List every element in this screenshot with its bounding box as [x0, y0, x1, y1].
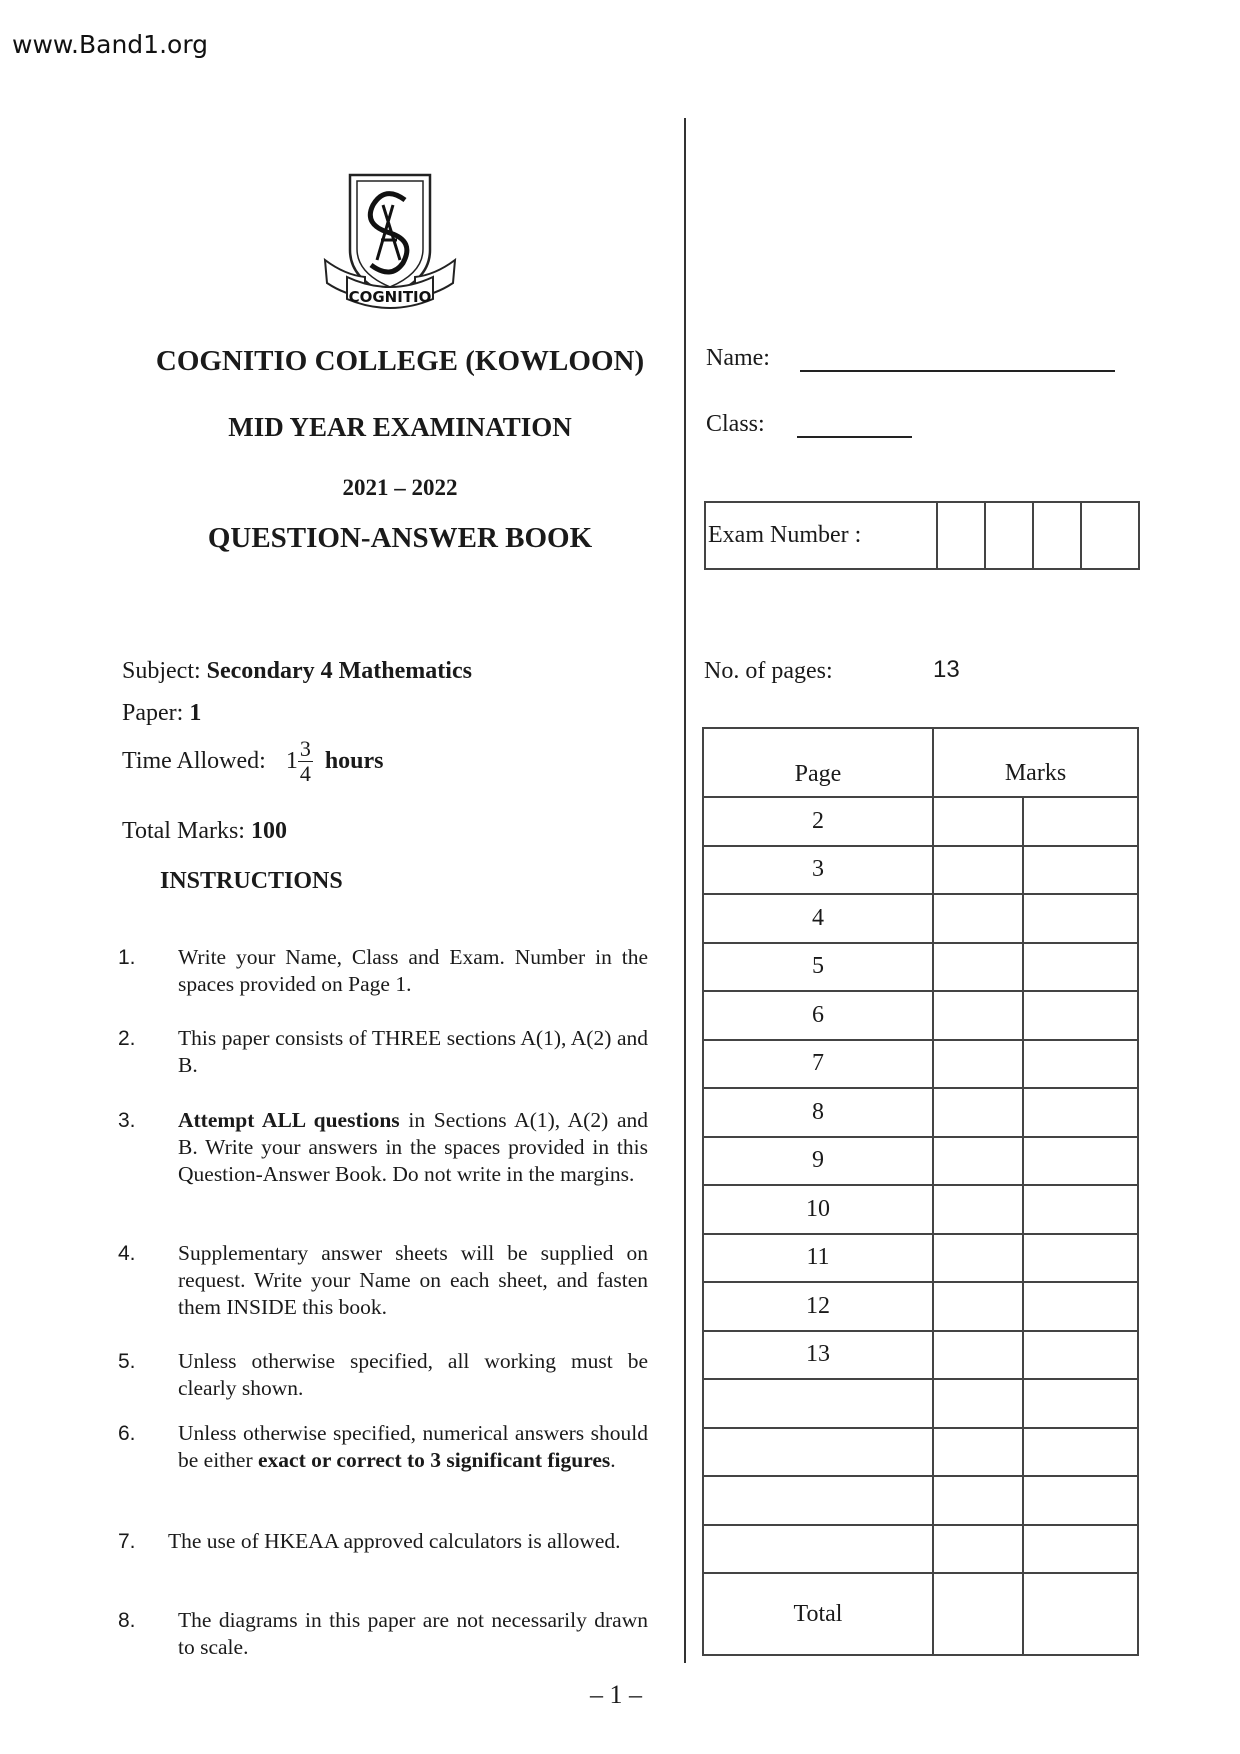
marks-cell[interactable]: [1023, 1040, 1138, 1089]
marks-cell[interactable]: [933, 1379, 1023, 1428]
instruction-text: Supplementary answer sheets will be supplied on request. Write your Name on each sheet, and fasten them INSIDE this book.: [178, 1241, 648, 1319]
time-whole: 1: [285, 748, 298, 774]
time-line: [122, 737, 384, 786]
marks-row: [703, 894, 1138, 943]
marks-cell[interactable]: [1023, 894, 1138, 943]
marks-row: [703, 1040, 1138, 1089]
marks-row: [703, 846, 1138, 895]
marks-page-cell: [703, 1379, 933, 1428]
instruction-text-after: .: [610, 1448, 616, 1472]
marks-cell[interactable]: [1023, 846, 1138, 895]
marks-total-cell[interactable]: [1023, 1573, 1138, 1655]
marks-row: [703, 1331, 1138, 1380]
marks-cell[interactable]: [1023, 1476, 1138, 1525]
marks-cell[interactable]: [1023, 1525, 1138, 1574]
instruction-number: 2.: [118, 1027, 136, 1050]
marks-cell[interactable]: [933, 991, 1023, 1040]
marks-row: [703, 1185, 1138, 1234]
name-field[interactable]: [800, 370, 1115, 372]
marks-header-marks: Marks: [933, 728, 1138, 797]
school-year: 2021 – 2022: [342, 475, 458, 500]
subject-value: Secondary 4 Mathematics: [206, 658, 472, 684]
marks-cell[interactable]: [1023, 1428, 1138, 1477]
time-denominator: 4: [299, 761, 311, 786]
marks-page-cell: 3: [703, 846, 933, 895]
marks-cell[interactable]: [933, 1040, 1023, 1089]
total-marks-value: 100: [250, 818, 287, 844]
marks-cell[interactable]: [933, 1476, 1023, 1525]
instruction-number: 8.: [118, 1609, 136, 1632]
name-label: Name:: [706, 345, 770, 371]
time-fraction: [298, 737, 313, 786]
paper-line: [122, 700, 201, 727]
marks-page-cell: 11: [703, 1234, 933, 1283]
marks-row: [703, 797, 1138, 846]
marks-cell[interactable]: [1023, 1379, 1138, 1428]
instruction-bold-text: exact or correct to 3 significant figures: [258, 1448, 611, 1472]
instruction-item: [118, 1607, 648, 1661]
instruction-text: Write your Name, Class and Exam. Number in the spaces provided on Page 1.: [178, 945, 648, 996]
marks-row: [703, 1525, 1138, 1574]
marks-cell[interactable]: [933, 846, 1023, 895]
exam-number-digit-box[interactable]: [1081, 502, 1139, 569]
paper-label: Paper:: [122, 700, 184, 726]
marks-page-cell: 5: [703, 943, 933, 992]
marks-page-cell: 8: [703, 1088, 933, 1137]
marks-row: [703, 1088, 1138, 1137]
exam-number-label: Exam Number :: [705, 502, 937, 569]
marks-row: [703, 991, 1138, 1040]
subject-label: Subject:: [122, 658, 201, 684]
marks-row: [703, 1428, 1138, 1477]
book-title: QUESTION-ANSWER BOOK: [207, 522, 593, 554]
instruction-text: in Sections A(1), A(2) and B. Write your answers in the spaces provided in this Question-Answer Book. Do not write in the margins.: [178, 1108, 648, 1186]
marks-cell[interactable]: [933, 1282, 1023, 1331]
exam-title: MID YEAR EXAMINATION: [228, 412, 572, 442]
marks-cell[interactable]: [1023, 1088, 1138, 1137]
class-field[interactable]: [797, 436, 912, 438]
instruction-number: 5.: [118, 1350, 136, 1373]
exam-number-digit-box[interactable]: [985, 502, 1033, 569]
total-marks-label: Total Marks:: [122, 818, 245, 844]
instruction-text: The diagrams in this paper are not necessarily drawn to scale.: [178, 1608, 648, 1659]
marks-cell[interactable]: [933, 1137, 1023, 1186]
time-unit: hours: [324, 748, 384, 774]
instruction-item: [118, 1107, 648, 1188]
marks-page-cell: 13: [703, 1331, 933, 1380]
page-number: – 1 –: [590, 1680, 642, 1709]
marks-page-cell: 12: [703, 1282, 933, 1331]
marks-row: [703, 1137, 1138, 1186]
watermark-url: www.Band1.org: [12, 30, 209, 59]
marks-page-cell: [703, 1525, 933, 1574]
marks-page-cell: 9: [703, 1137, 933, 1186]
marks-cell[interactable]: [933, 1331, 1023, 1380]
exam-number-box: [704, 501, 1140, 570]
instruction-number: 1.: [118, 946, 136, 969]
subject-line: [122, 658, 472, 685]
instruction-item: [118, 1528, 648, 1555]
time-label: Time Allowed:: [122, 748, 266, 774]
logo-banner-text: COGNITIO: [348, 288, 432, 306]
marks-cell[interactable]: [1023, 797, 1138, 846]
marks-header-page: Page: [703, 728, 933, 797]
marks-page-cell: 4: [703, 894, 933, 943]
page-divider: [684, 118, 686, 1663]
instruction-number: 3.: [118, 1109, 136, 1132]
marks-cell[interactable]: [933, 1088, 1023, 1137]
marks-cell[interactable]: [933, 894, 1023, 943]
instruction-number: 7.: [118, 1530, 136, 1553]
marks-row: [703, 1234, 1138, 1283]
instruction-item: [118, 1348, 648, 1402]
marks-cell[interactable]: [1023, 1234, 1138, 1283]
marks-cell[interactable]: [933, 1185, 1023, 1234]
exam-number-digit-box[interactable]: [937, 502, 985, 569]
marks-page-cell: 7: [703, 1040, 933, 1089]
marks-total-label: Total: [703, 1573, 933, 1655]
instruction-item: [118, 1025, 648, 1079]
marks-total-cell[interactable]: [933, 1573, 1023, 1655]
marks-cell[interactable]: [933, 1428, 1023, 1477]
time-numerator: 3: [299, 736, 311, 761]
marks-row: [703, 1282, 1138, 1331]
instruction-number: 6.: [118, 1422, 136, 1445]
total-marks-line: [122, 818, 287, 845]
instruction-item: [118, 1240, 648, 1321]
marks-row: [703, 943, 1138, 992]
instruction-item: [118, 944, 648, 998]
marks-cell[interactable]: [1023, 943, 1138, 992]
pages-value: 13: [933, 656, 960, 683]
instruction-text: Unless otherwise specified, all working must be clearly shown.: [178, 1349, 648, 1400]
paper-value: 1: [189, 700, 202, 726]
marks-page-cell: 10: [703, 1185, 933, 1234]
school-crest-logo: [305, 165, 475, 315]
instruction-number: 4.: [118, 1242, 136, 1265]
marks-page-cell: 2: [703, 797, 933, 846]
instructions-title: INSTRUCTIONS: [160, 868, 343, 894]
marks-cell[interactable]: [1023, 1137, 1138, 1186]
instruction-text: This paper consists of THREE sections A(1), A(2) and B.: [178, 1026, 648, 1077]
marks-row: [703, 1379, 1138, 1428]
marks-cell[interactable]: [933, 1525, 1023, 1574]
marks-cell[interactable]: [933, 797, 1023, 846]
marks-cell[interactable]: [1023, 991, 1138, 1040]
pages-label: No. of pages:: [704, 658, 833, 684]
instruction-bold-text: Attempt ALL questions: [178, 1108, 400, 1132]
exam-number-digit-box[interactable]: [1033, 502, 1081, 569]
marks-page-cell: [703, 1428, 933, 1477]
marks-cell[interactable]: [1023, 1185, 1138, 1234]
instruction-text: Unless otherwise specified, numerical answers should be either: [178, 1421, 648, 1472]
marks-cell[interactable]: [1023, 1282, 1138, 1331]
instruction-text: The use of HKEAA approved calculators is allowed.: [168, 1529, 621, 1553]
marks-cell[interactable]: [1023, 1331, 1138, 1380]
school-name: COGNITIO COLLEGE (KOWLOON): [155, 345, 645, 377]
marks-cell[interactable]: [933, 943, 1023, 992]
marks-page-cell: [703, 1476, 933, 1525]
marks-cell[interactable]: [933, 1234, 1023, 1283]
class-label: Class:: [706, 411, 765, 437]
instruction-item: [118, 1420, 648, 1474]
marks-page-cell: 6: [703, 991, 933, 1040]
marks-table: [702, 727, 1139, 1656]
marks-row: [703, 1476, 1138, 1525]
